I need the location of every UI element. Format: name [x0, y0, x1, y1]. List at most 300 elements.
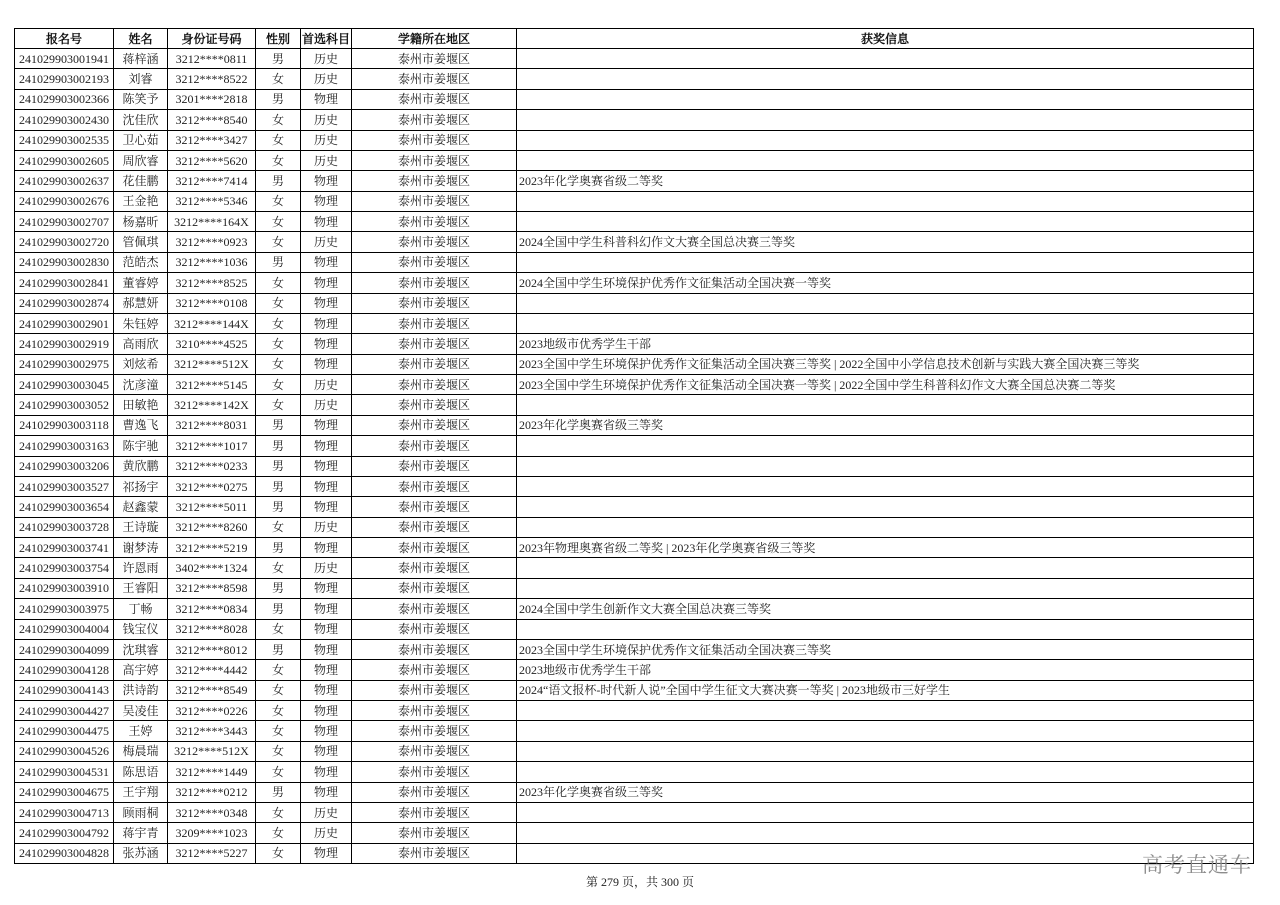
registration-number-cell: 241029903004531	[15, 762, 114, 782]
id-number-cell: 3212****142X	[168, 395, 256, 415]
registration-number-cell: 241029903004713	[15, 802, 114, 822]
subject-cell: 物理	[301, 354, 352, 374]
registration-number-cell: 241029903003118	[15, 415, 114, 435]
gender-cell: 女	[256, 232, 301, 252]
name-cell: 陈宇驰	[114, 436, 168, 456]
subject-cell: 物理	[301, 843, 352, 863]
award-cell	[517, 741, 1254, 761]
subject-cell: 物理	[301, 273, 352, 293]
region-cell: 泰州市姜堰区	[352, 313, 517, 333]
award-cell	[517, 476, 1254, 496]
region-cell: 泰州市姜堰区	[352, 130, 517, 150]
region-cell: 泰州市姜堰区	[352, 212, 517, 232]
subject-cell: 物理	[301, 171, 352, 191]
region-cell: 泰州市姜堰区	[352, 802, 517, 822]
region-cell: 泰州市姜堰区	[352, 762, 517, 782]
subject-cell: 历史	[301, 130, 352, 150]
registration-number-cell: 241029903001941	[15, 49, 114, 69]
table-row	[15, 395, 1254, 415]
award-cell: 2024全国中学生环境保护优秀作文征集活动全国决赛一等奖	[517, 273, 1254, 293]
region-cell: 泰州市姜堰区	[352, 334, 517, 354]
table-row	[15, 130, 1254, 150]
name-cell: 祁扬宇	[114, 476, 168, 496]
subject-cell: 历史	[301, 558, 352, 578]
table-row	[15, 150, 1254, 170]
name-cell: 田敏艳	[114, 395, 168, 415]
table-row	[15, 212, 1254, 232]
table-header	[15, 29, 1254, 49]
table-row	[15, 252, 1254, 272]
region-cell: 泰州市姜堰区	[352, 252, 517, 272]
region-cell: 泰州市姜堰区	[352, 701, 517, 721]
award-cell	[517, 619, 1254, 639]
region-cell: 泰州市姜堰区	[352, 619, 517, 639]
region-cell: 泰州市姜堰区	[352, 293, 517, 313]
subject-cell: 历史	[301, 150, 352, 170]
subject-cell: 历史	[301, 110, 352, 130]
table-row	[15, 191, 1254, 211]
region-cell: 泰州市姜堰区	[352, 69, 517, 89]
table-row	[15, 741, 1254, 761]
name-cell: 张苏涵	[114, 843, 168, 863]
award-cell	[517, 802, 1254, 822]
subject-cell: 历史	[301, 517, 352, 537]
award-cell	[517, 150, 1254, 170]
registration-number-cell: 241029903002535	[15, 130, 114, 150]
table-row	[15, 476, 1254, 496]
id-number-cell: 3212****3427	[168, 130, 256, 150]
id-number-cell: 3212****144X	[168, 313, 256, 333]
table-row	[15, 49, 1254, 69]
region-cell: 泰州市姜堰区	[352, 232, 517, 252]
subject-cell: 物理	[301, 293, 352, 313]
table-row	[15, 639, 1254, 659]
id-number-cell: 3212****0108	[168, 293, 256, 313]
subject-cell: 物理	[301, 252, 352, 272]
region-cell: 泰州市姜堰区	[352, 395, 517, 415]
subject-cell: 物理	[301, 415, 352, 435]
gender-cell: 女	[256, 130, 301, 150]
registration-number-cell: 241029903002975	[15, 354, 114, 374]
name-cell: 顾雨桐	[114, 802, 168, 822]
name-cell: 沈佳欣	[114, 110, 168, 130]
name-cell: 吴凌佳	[114, 701, 168, 721]
id-number-cell: 3212****0226	[168, 701, 256, 721]
subject-cell: 物理	[301, 721, 352, 741]
registration-number-cell: 241029903003754	[15, 558, 114, 578]
name-cell: 董睿婷	[114, 273, 168, 293]
award-cell	[517, 252, 1254, 272]
watermark: 高考直通车	[1142, 853, 1252, 877]
name-cell: 周欣睿	[114, 150, 168, 170]
name-cell: 刘炫希	[114, 354, 168, 374]
table-row	[15, 497, 1254, 517]
subject-cell: 历史	[301, 375, 352, 395]
registration-number-cell: 241029903002605	[15, 150, 114, 170]
header-gender: 性别	[256, 29, 301, 49]
name-cell: 许恩雨	[114, 558, 168, 578]
subject-cell: 物理	[301, 639, 352, 659]
name-cell: 钱宝仪	[114, 619, 168, 639]
subject-cell: 物理	[301, 476, 352, 496]
table-row	[15, 701, 1254, 721]
table-row	[15, 273, 1254, 293]
region-cell: 泰州市姜堰区	[352, 599, 517, 619]
table-body	[15, 49, 1254, 864]
name-cell: 梅晨瑞	[114, 741, 168, 761]
name-cell: 卫心茹	[114, 130, 168, 150]
region-cell: 泰州市姜堰区	[352, 110, 517, 130]
gender-cell: 男	[256, 538, 301, 558]
name-cell: 蒋宇青	[114, 823, 168, 843]
id-number-cell: 3212****4442	[168, 660, 256, 680]
region-cell: 泰州市姜堰区	[352, 436, 517, 456]
id-number-cell: 3212****8549	[168, 680, 256, 700]
table-row	[15, 802, 1254, 822]
name-cell: 丁畅	[114, 599, 168, 619]
name-cell: 杨嘉昕	[114, 212, 168, 232]
gender-cell: 男	[256, 782, 301, 802]
name-cell: 赵鑫蒙	[114, 497, 168, 517]
registration-number-cell: 241029903004828	[15, 843, 114, 863]
student-table	[14, 28, 1254, 864]
award-cell	[517, 456, 1254, 476]
registration-number-cell: 241029903002720	[15, 232, 114, 252]
id-number-cell: 3212****1036	[168, 252, 256, 272]
award-cell: 2023地级市优秀学生干部	[517, 660, 1254, 680]
registration-number-cell: 241029903004675	[15, 782, 114, 802]
gender-cell: 女	[256, 802, 301, 822]
name-cell: 高雨欣	[114, 334, 168, 354]
award-cell: 2023年化学奥赛省级二等奖	[517, 171, 1254, 191]
id-number-cell: 3210****4525	[168, 334, 256, 354]
table-row	[15, 578, 1254, 598]
name-cell: 沈彦潼	[114, 375, 168, 395]
table-row	[15, 762, 1254, 782]
table-row	[15, 375, 1254, 395]
region-cell: 泰州市姜堰区	[352, 823, 517, 843]
registration-number-cell: 241029903004128	[15, 660, 114, 680]
gender-cell: 女	[256, 212, 301, 232]
registration-number-cell: 241029903004427	[15, 701, 114, 721]
id-number-cell: 3212****5219	[168, 538, 256, 558]
name-cell: 范皓杰	[114, 252, 168, 272]
name-cell: 陈笑予	[114, 89, 168, 109]
registration-number-cell: 241029903002919	[15, 334, 114, 354]
registration-number-cell: 241029903002430	[15, 110, 114, 130]
id-number-cell: 3212****8540	[168, 110, 256, 130]
registration-number-cell: 241029903003741	[15, 538, 114, 558]
region-cell: 泰州市姜堰区	[352, 538, 517, 558]
region-cell: 泰州市姜堰区	[352, 497, 517, 517]
registration-number-cell: 241029903003527	[15, 476, 114, 496]
subject-cell: 历史	[301, 69, 352, 89]
region-cell: 泰州市姜堰区	[352, 782, 517, 802]
table-row	[15, 334, 1254, 354]
subject-cell: 历史	[301, 395, 352, 415]
subject-cell: 历史	[301, 802, 352, 822]
region-cell: 泰州市姜堰区	[352, 354, 517, 374]
registration-number-cell: 241029903003052	[15, 395, 114, 415]
gender-cell: 女	[256, 354, 301, 374]
award-cell	[517, 517, 1254, 537]
gender-cell: 女	[256, 313, 301, 333]
id-number-cell: 3212****1017	[168, 436, 256, 456]
name-cell: 王诗璇	[114, 517, 168, 537]
name-cell: 沈琪睿	[114, 639, 168, 659]
region-cell: 泰州市姜堰区	[352, 741, 517, 761]
registration-number-cell: 241029903003045	[15, 375, 114, 395]
region-cell: 泰州市姜堰区	[352, 843, 517, 863]
id-number-cell: 3209****1023	[168, 823, 256, 843]
award-cell	[517, 293, 1254, 313]
registration-number-cell: 241029903004099	[15, 639, 114, 659]
award-cell: 2024全国中学生科普科幻作文大赛全国总决赛三等奖	[517, 232, 1254, 252]
subject-cell: 物理	[301, 456, 352, 476]
registration-number-cell: 241029903002901	[15, 313, 114, 333]
gender-cell: 男	[256, 436, 301, 456]
table-row	[15, 110, 1254, 130]
page-number: 第 279 页，共 300 页	[585, 875, 694, 889]
header-awards: 获奖信息	[517, 29, 1254, 49]
id-number-cell: 3212****0834	[168, 599, 256, 619]
region-cell: 泰州市姜堰区	[352, 456, 517, 476]
region-cell: 泰州市姜堰区	[352, 415, 517, 435]
id-number-cell: 3212****5011	[168, 497, 256, 517]
id-number-cell: 3212****8028	[168, 619, 256, 639]
region-cell: 泰州市姜堰区	[352, 660, 517, 680]
subject-cell: 物理	[301, 578, 352, 598]
gender-cell: 女	[256, 619, 301, 639]
region-cell: 泰州市姜堰区	[352, 171, 517, 191]
table-row	[15, 171, 1254, 191]
id-number-cell: 3212****5346	[168, 191, 256, 211]
id-number-cell: 3212****8525	[168, 273, 256, 293]
subject-cell: 历史	[301, 49, 352, 69]
gender-cell: 女	[256, 843, 301, 863]
region-cell: 泰州市姜堰区	[352, 680, 517, 700]
table-row	[15, 293, 1254, 313]
region-cell: 泰州市姜堰区	[352, 639, 517, 659]
gender-cell: 女	[256, 334, 301, 354]
subject-cell: 物理	[301, 701, 352, 721]
region-cell: 泰州市姜堰区	[352, 517, 517, 537]
id-number-cell: 3212****0811	[168, 49, 256, 69]
gender-cell: 女	[256, 375, 301, 395]
registration-number-cell: 241029903003654	[15, 497, 114, 517]
award-cell: 2023年化学奥赛省级三等奖	[517, 415, 1254, 435]
registration-number-cell: 241029903002366	[15, 89, 114, 109]
region-cell: 泰州市姜堰区	[352, 49, 517, 69]
region-cell: 泰州市姜堰区	[352, 558, 517, 578]
id-number-cell: 3212****3443	[168, 721, 256, 741]
gender-cell: 女	[256, 395, 301, 415]
region-cell: 泰州市姜堰区	[352, 89, 517, 109]
name-cell: 郝慧妍	[114, 293, 168, 313]
gender-cell: 男	[256, 476, 301, 496]
table-row	[15, 313, 1254, 333]
id-number-cell: 3212****8031	[168, 415, 256, 435]
id-number-cell: 3212****5620	[168, 150, 256, 170]
table-row	[15, 456, 1254, 476]
id-number-cell: 3212****8522	[168, 69, 256, 89]
gender-cell: 女	[256, 680, 301, 700]
award-cell	[517, 762, 1254, 782]
name-cell: 王睿阳	[114, 578, 168, 598]
subject-cell: 物理	[301, 741, 352, 761]
name-cell: 王金艳	[114, 191, 168, 211]
id-number-cell: 3212****5145	[168, 375, 256, 395]
table-row	[15, 843, 1254, 863]
gender-cell: 男	[256, 497, 301, 517]
gender-cell: 女	[256, 741, 301, 761]
registration-number-cell: 241029903004526	[15, 741, 114, 761]
table-row	[15, 619, 1254, 639]
id-number-cell: 3212****8260	[168, 517, 256, 537]
gender-cell: 女	[256, 110, 301, 130]
subject-cell: 历史	[301, 823, 352, 843]
gender-cell: 男	[256, 415, 301, 435]
gender-cell: 女	[256, 191, 301, 211]
table-row	[15, 680, 1254, 700]
award-cell	[517, 191, 1254, 211]
award-cell	[517, 89, 1254, 109]
id-number-cell: 3212****8012	[168, 639, 256, 659]
header-row	[15, 29, 1254, 49]
table-row	[15, 558, 1254, 578]
name-cell: 黄欣鹏	[114, 456, 168, 476]
table-row	[15, 721, 1254, 741]
table-row	[15, 89, 1254, 109]
gender-cell: 女	[256, 721, 301, 741]
registration-number-cell: 241029903002707	[15, 212, 114, 232]
name-cell: 管佩琪	[114, 232, 168, 252]
subject-cell: 物理	[301, 619, 352, 639]
id-number-cell: 3212****0212	[168, 782, 256, 802]
subject-cell: 物理	[301, 191, 352, 211]
award-cell	[517, 313, 1254, 333]
subject-cell: 物理	[301, 436, 352, 456]
subject-cell: 物理	[301, 660, 352, 680]
header-name: 姓名	[114, 29, 168, 49]
gender-cell: 女	[256, 150, 301, 170]
award-cell	[517, 212, 1254, 232]
id-number-cell: 3402****1324	[168, 558, 256, 578]
name-cell: 花佳鹏	[114, 171, 168, 191]
award-cell	[517, 578, 1254, 598]
subject-cell: 物理	[301, 599, 352, 619]
award-cell	[517, 49, 1254, 69]
table-row	[15, 232, 1254, 252]
award-cell: 2023全国中学生环境保护优秀作文征集活动全国决赛一等奖 | 2022全国中学生科普科幻作文大赛全国总决赛二等奖	[517, 375, 1254, 395]
table-row	[15, 660, 1254, 680]
id-number-cell: 3212****0923	[168, 232, 256, 252]
region-cell: 泰州市姜堰区	[352, 150, 517, 170]
id-number-cell: 3212****1449	[168, 762, 256, 782]
subject-cell: 物理	[301, 782, 352, 802]
registration-number-cell: 241029903004004	[15, 619, 114, 639]
region-cell: 泰州市姜堰区	[352, 191, 517, 211]
award-cell: 2023年物理奥赛省级二等奖 | 2023年化学奥赛省级三等奖	[517, 538, 1254, 558]
region-cell: 泰州市姜堰区	[352, 273, 517, 293]
gender-cell: 男	[256, 456, 301, 476]
award-cell: 2023年化学奥赛省级三等奖	[517, 782, 1254, 802]
gender-cell: 女	[256, 701, 301, 721]
table-row	[15, 823, 1254, 843]
name-cell: 王婷	[114, 721, 168, 741]
gender-cell: 女	[256, 273, 301, 293]
id-number-cell: 3212****7414	[168, 171, 256, 191]
table-row	[15, 69, 1254, 89]
table-row	[15, 354, 1254, 374]
name-cell: 蒋梓涵	[114, 49, 168, 69]
award-cell	[517, 721, 1254, 741]
id-number-cell: 3212****8598	[168, 578, 256, 598]
registration-number-cell: 241029903002830	[15, 252, 114, 272]
award-cell	[517, 823, 1254, 843]
id-number-cell: 3212****0348	[168, 802, 256, 822]
award-cell	[517, 701, 1254, 721]
registration-number-cell: 241029903003206	[15, 456, 114, 476]
region-cell: 泰州市姜堰区	[352, 578, 517, 598]
award-cell: 2024全国中学生创新作文大赛全国总决赛三等奖	[517, 599, 1254, 619]
table-row	[15, 436, 1254, 456]
registration-number-cell: 241029903002874	[15, 293, 114, 313]
table-row	[15, 538, 1254, 558]
header-id-number: 身份证号码	[168, 29, 256, 49]
id-number-cell: 3212****0233	[168, 456, 256, 476]
registration-number-cell: 241029903002193	[15, 69, 114, 89]
table-row	[15, 517, 1254, 537]
id-number-cell: 3212****0275	[168, 476, 256, 496]
name-cell: 陈思语	[114, 762, 168, 782]
award-cell	[517, 130, 1254, 150]
registration-number-cell: 241029903002841	[15, 273, 114, 293]
award-cell	[517, 69, 1254, 89]
id-number-cell: 3212****512X	[168, 354, 256, 374]
subject-cell: 物理	[301, 89, 352, 109]
subject-cell: 物理	[301, 680, 352, 700]
registration-number-cell: 241029903004475	[15, 721, 114, 741]
gender-cell: 女	[256, 293, 301, 313]
award-cell: 2023全国中学生环境保护优秀作文征集活动全国决赛三等奖 | 2022全国中小学信息技术创新与实践大赛全国决赛三等奖	[517, 354, 1254, 374]
award-cell	[517, 558, 1254, 578]
registration-number-cell: 241029903004143	[15, 680, 114, 700]
subject-cell: 物理	[301, 334, 352, 354]
table-row	[15, 599, 1254, 619]
subject-cell: 物理	[301, 762, 352, 782]
name-cell: 曹逸飞	[114, 415, 168, 435]
subject-cell: 物理	[301, 538, 352, 558]
award-cell	[517, 497, 1254, 517]
registration-number-cell: 241029903003975	[15, 599, 114, 619]
header-region: 学籍所在地区	[352, 29, 517, 49]
registration-number-cell: 241029903003163	[15, 436, 114, 456]
registration-number-cell: 241029903003728	[15, 517, 114, 537]
subject-cell: 物理	[301, 497, 352, 517]
region-cell: 泰州市姜堰区	[352, 375, 517, 395]
id-number-cell: 3212****512X	[168, 741, 256, 761]
gender-cell: 男	[256, 599, 301, 619]
registration-number-cell: 241029903002676	[15, 191, 114, 211]
gender-cell: 男	[256, 49, 301, 69]
gender-cell: 男	[256, 171, 301, 191]
name-cell: 刘睿	[114, 69, 168, 89]
id-number-cell: 3212****164X	[168, 212, 256, 232]
header-subject: 首选科目	[301, 29, 352, 49]
gender-cell: 女	[256, 517, 301, 537]
gender-cell: 女	[256, 558, 301, 578]
